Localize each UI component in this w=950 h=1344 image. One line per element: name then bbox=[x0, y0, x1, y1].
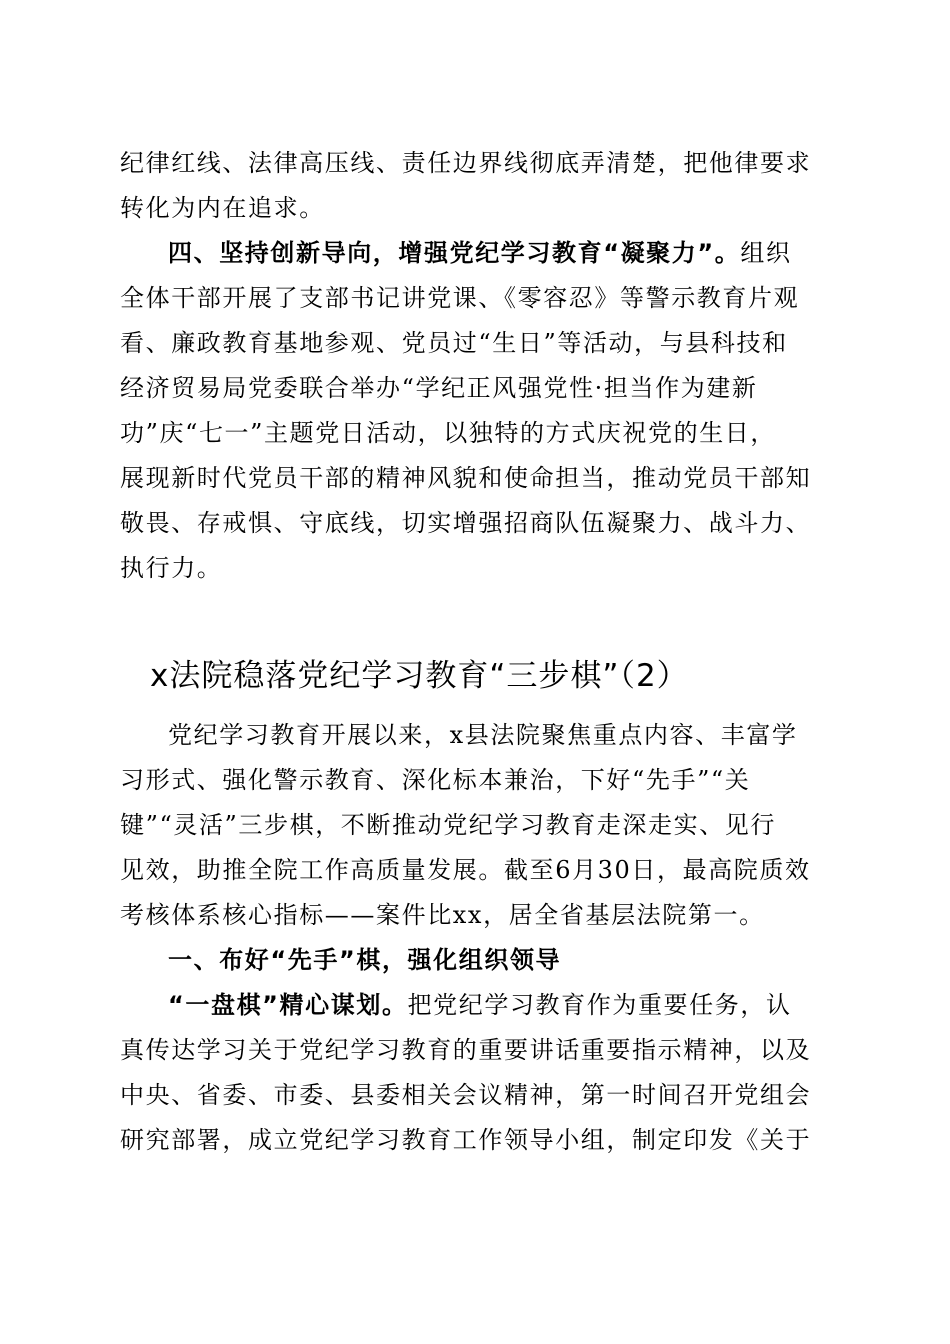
paragraph-first-line bbox=[168, 990, 840, 1020]
paragraph-line: 转化为内在追求。 bbox=[120, 194, 325, 222]
paragraph-line: 中央、省委、市委、县委相关会议精神，第一时间召开党组会 bbox=[120, 1081, 812, 1109]
paragraph-line: 功”庆“七一”主题党日活动，以独特的方式庆祝党的生日， bbox=[120, 419, 777, 447]
paragraph-text: 组织 bbox=[740, 239, 792, 267]
paragraph-line: 纪律红线、法律高压线、责任边界线彻底弄清楚，把他律要求 bbox=[120, 149, 812, 177]
paragraph-line: 习形式、强化警示教育、深化标本兼治，下好“先手”“关 bbox=[120, 766, 751, 794]
paragraph-line: 经济贸易局党委联合举办“学纪正风强党性·担当作为建新 bbox=[120, 374, 758, 402]
paragraph-line: 真传达学习关于党纪学习教育的重要讲话重要指示精神，以及 bbox=[120, 1036, 812, 1064]
section-four-heading: 四、坚持创新导向，增强党纪学习教育“凝聚力”。 bbox=[168, 239, 741, 267]
subheading-one: 一、布好“先手”棋，强化组织领导 bbox=[168, 946, 562, 974]
paragraph-line: 执行力。 bbox=[120, 554, 223, 582]
paragraph-line: 全体干部开展了支部书记讲党课、《零容忍》等警示教育片观 bbox=[120, 284, 800, 312]
intro-paragraph-line: 党纪学习教育开展以来，x县法院聚焦重点内容、丰富学 bbox=[168, 721, 798, 749]
paragraph-text: 把党纪学习教育作为重要任务，认 bbox=[407, 991, 792, 1019]
paragraph-line: 敬畏、存戒惧、守底线，切实增强招商队伍凝聚力、战斗力、 bbox=[120, 509, 812, 537]
paragraph-line: 看、廉政教育基地参观、党员过“生日”等活动，与县科技和 bbox=[120, 329, 788, 357]
paragraph-line: 考核体系核心指标——案件比xx，居全省基层法院第一。 bbox=[120, 901, 765, 929]
section-four-paragraph-first-line bbox=[168, 238, 840, 268]
paragraph-line: 研究部署，成立党纪学习教育工作领导小组，制定印发《关于 bbox=[120, 1126, 812, 1154]
article-title: x法院稳落党纪学习教育“三步棋”（2） bbox=[150, 658, 689, 694]
paragraph-line: 键”“灵活”三步棋，不断推动党纪学习教育走深走实、见行 bbox=[120, 811, 777, 839]
paragraph-line: 展现新时代党员干部的精神风貌和使命担当，推动党员干部知 bbox=[120, 464, 812, 492]
paragraph-heading: “一盘棋”精心谋划。 bbox=[168, 991, 408, 1019]
paragraph-line: 见效，助推全院工作高质量发展。截至6月30日，最高院质效 bbox=[120, 856, 811, 884]
